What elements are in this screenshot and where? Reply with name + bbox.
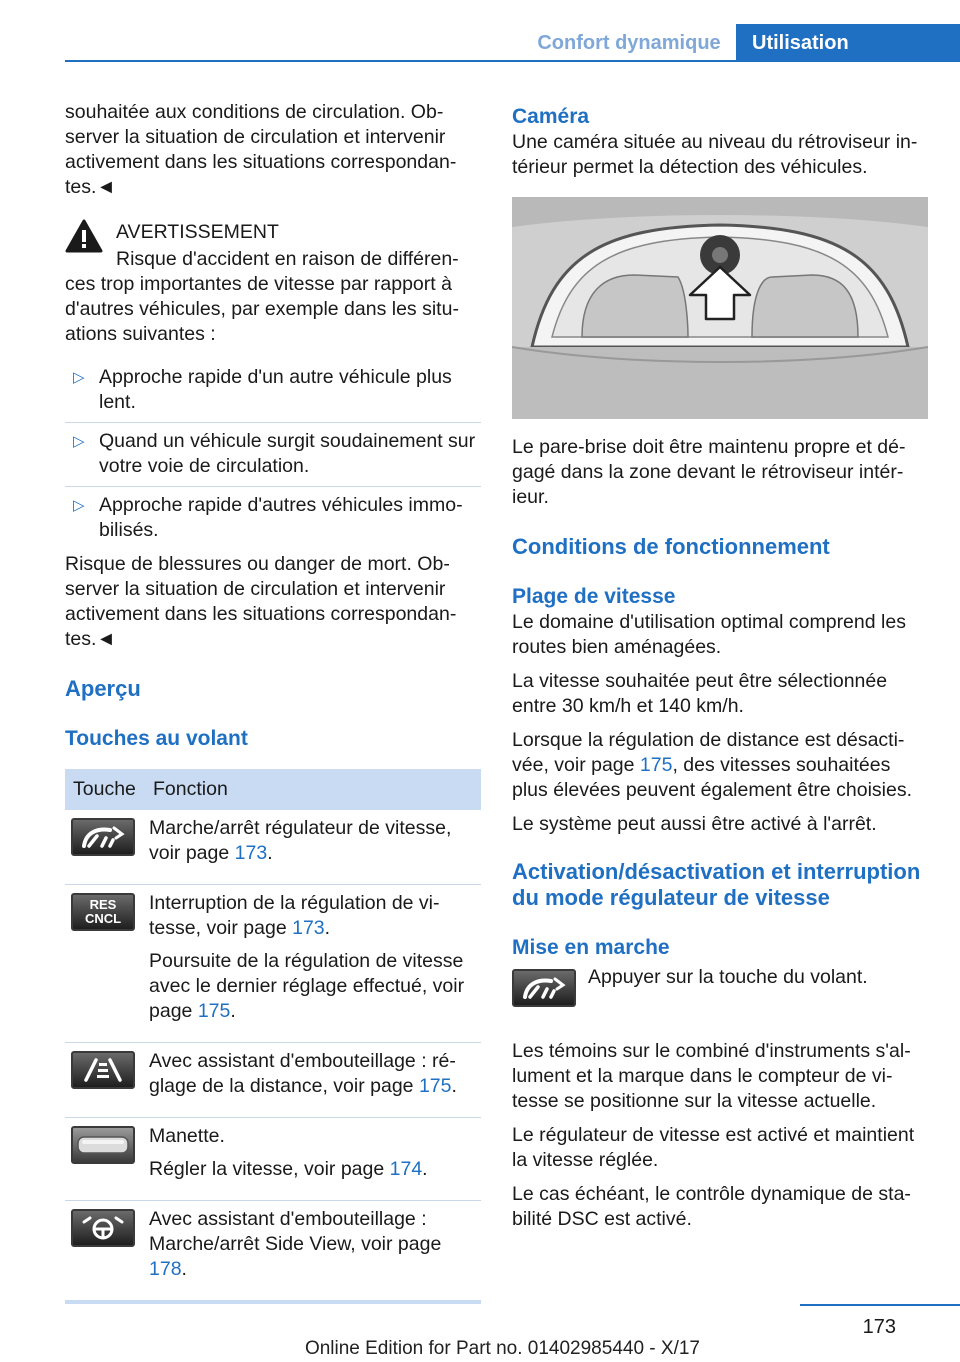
speed-text: Lorsque la régulation de distance est désactivée, voir page [512, 729, 905, 776]
body-paragraph: Le cas échéant, le contrôle dynamique de stabilité DSC est activé. [512, 1183, 911, 1230]
column-header-key: Touche [65, 769, 149, 810]
camera-heading: Caméra [512, 105, 590, 128]
speed-paragraph: Le domaine d'utilisation optimal comprend les routes bien aménagées. [512, 611, 906, 658]
page-link[interactable]: 178 [149, 1258, 182, 1280]
page-number: 173 [862, 1316, 896, 1338]
body-paragraph: Les témoins sur le combiné d'instruments s'allument et la marque dans le compteur de vitesse se positionne sur la vitesse actuelle. [512, 1040, 911, 1112]
rocker-lever-icon [71, 1126, 135, 1164]
table-row [65, 1043, 481, 1118]
function-description: Poursuite de la régulation de vitesse avec le dernier réglage effectué, voir page [149, 950, 465, 1022]
header-rule [65, 60, 960, 62]
function-text: Manette. [149, 1125, 225, 1147]
camera-note: Le pare-brise doit être maintenu propre et dégagé dans la zone devant le rétroviseur intérieur. [512, 436, 906, 508]
header-chapter-tab: Utilisation [736, 24, 960, 62]
function-cell [149, 1201, 481, 1303]
function-text [149, 1049, 481, 1099]
speed-paragraph: Le système peut aussi être activé à l'arrêt. [512, 813, 877, 835]
switch-on-text: Appuyer sur la touche du volant. [588, 966, 868, 988]
warning-bullet-list [65, 359, 481, 550]
punctuation: . [230, 1000, 236, 1022]
table-row [65, 885, 481, 1043]
page-link[interactable]: 174 [389, 1158, 423, 1180]
punctuation: . [181, 1258, 187, 1280]
key-cell [65, 810, 149, 885]
table-row [65, 1201, 481, 1303]
speed-paragraph [512, 728, 930, 803]
warning-text: Risque d'accident en raison de différences trop importantes de vitesse par rapport à d'autres véhicules, par exemple dans les situations suivantes : [65, 248, 459, 345]
key-cell [65, 885, 149, 1043]
distance-control-icon [71, 1051, 135, 1089]
warning-outro: Risque de blessures ou danger de mort. Observer la situation de circulation et intervenir activement dans les situations correspondantes.◄ [65, 553, 457, 650]
footer-rule [800, 1304, 960, 1306]
warning-block [65, 218, 481, 347]
punctuation: . [451, 1075, 457, 1097]
function-description: Interruption de la régulation de vitesse, voir page [149, 892, 440, 939]
res-cncl-icon: RES CNCL [71, 893, 135, 931]
speed-range-heading: Plage de vitesse [512, 585, 676, 608]
punctuation: . [422, 1158, 428, 1180]
left-column [65, 100, 481, 1304]
conditions-heading: Conditions de fonctionnement [512, 534, 830, 559]
page-link[interactable]: 173 [234, 842, 268, 864]
body-paragraph: Le régulateur de vitesse est activé et maintient la vitesse réglée. [512, 1124, 915, 1171]
function-description: Régler la vitesse, voir page [149, 1158, 390, 1180]
right-column [512, 104, 930, 1241]
function-description: Avec assistant d'embouteillage : Marche/arrêt Side View, voir page [149, 1208, 442, 1255]
speed-paragraph: La vitesse souhaitée peut être sélectionnée entre 30 km/h et 140 km/h. [512, 670, 888, 717]
function-text [149, 816, 481, 866]
side-view-icon [71, 1209, 135, 1247]
rear-window-illustration [512, 197, 928, 419]
table-row [65, 1118, 481, 1201]
switch-on-heading: Mise en marche [512, 936, 670, 959]
intro-paragraph: souhaitée aux conditions de circulation. Observer la situation de circulation et intervenir activement dans les situations correspondantes.◄ [65, 101, 457, 198]
list-item: ▷ Approche rapide d'un autre véhicule plus lent. [65, 359, 481, 423]
list-item: ▷ Approche rapide d'autres véhicules immobilisés. [65, 487, 481, 550]
page-link[interactable]: 175 [639, 754, 673, 776]
steering-keys-table [65, 769, 481, 1304]
steering-keys-heading: Touches au volant [65, 727, 248, 750]
activation-heading: Activation/désactivation et interruption du mode régulateur de vitesse [512, 859, 921, 910]
warning-triangle-icon [65, 218, 103, 254]
column-header-function: Fonction [149, 769, 481, 810]
camera-photo [512, 197, 928, 419]
table-header-row [65, 769, 481, 810]
function-text [149, 891, 481, 941]
table-row [65, 810, 481, 885]
function-text [149, 949, 481, 1024]
function-cell [149, 1118, 481, 1201]
punctuation: . [267, 842, 273, 864]
page-link[interactable]: 173 [292, 917, 325, 939]
cruise-control-icon [71, 818, 135, 856]
key-cell [65, 1043, 149, 1118]
camera-text: Une caméra située au niveau du rétroviseur intérieur permet la détection des véhicules. [512, 131, 918, 178]
page-link[interactable]: 175 [418, 1075, 452, 1097]
overview-heading: Aperçu [65, 676, 141, 701]
list-item: ▷ Quand un véhicule surgit soudainement sur votre voie de circulation. [65, 423, 481, 487]
function-description: Avec assistant d'embouteillage : réglage de la distance, voir page [149, 1050, 456, 1097]
function-cell [149, 810, 481, 885]
punctuation: . [324, 917, 331, 939]
function-description: Marche/arrêt régulateur de vitesse, voir page [149, 817, 452, 864]
function-cell [149, 885, 481, 1043]
function-text [149, 1207, 481, 1282]
key-cell [65, 1201, 149, 1303]
edition-note: Online Edition for Part no. 01402985440 - X/17 [304, 1338, 700, 1359]
function-text [149, 1157, 481, 1182]
function-cell [149, 1043, 481, 1118]
switch-on-instruction [512, 965, 930, 1027]
speed-text: , des vitesses souhaitées plus élevées peuvent également être choisies. [512, 754, 912, 801]
header-section-title: Confort dynamique [537, 32, 721, 54]
warning-title: AVERTISSEMENT [116, 221, 279, 243]
page-header [0, 0, 960, 62]
cruise-control-icon [512, 969, 576, 1007]
key-cell [65, 1118, 149, 1201]
page-link[interactable]: 175 [197, 1000, 231, 1022]
